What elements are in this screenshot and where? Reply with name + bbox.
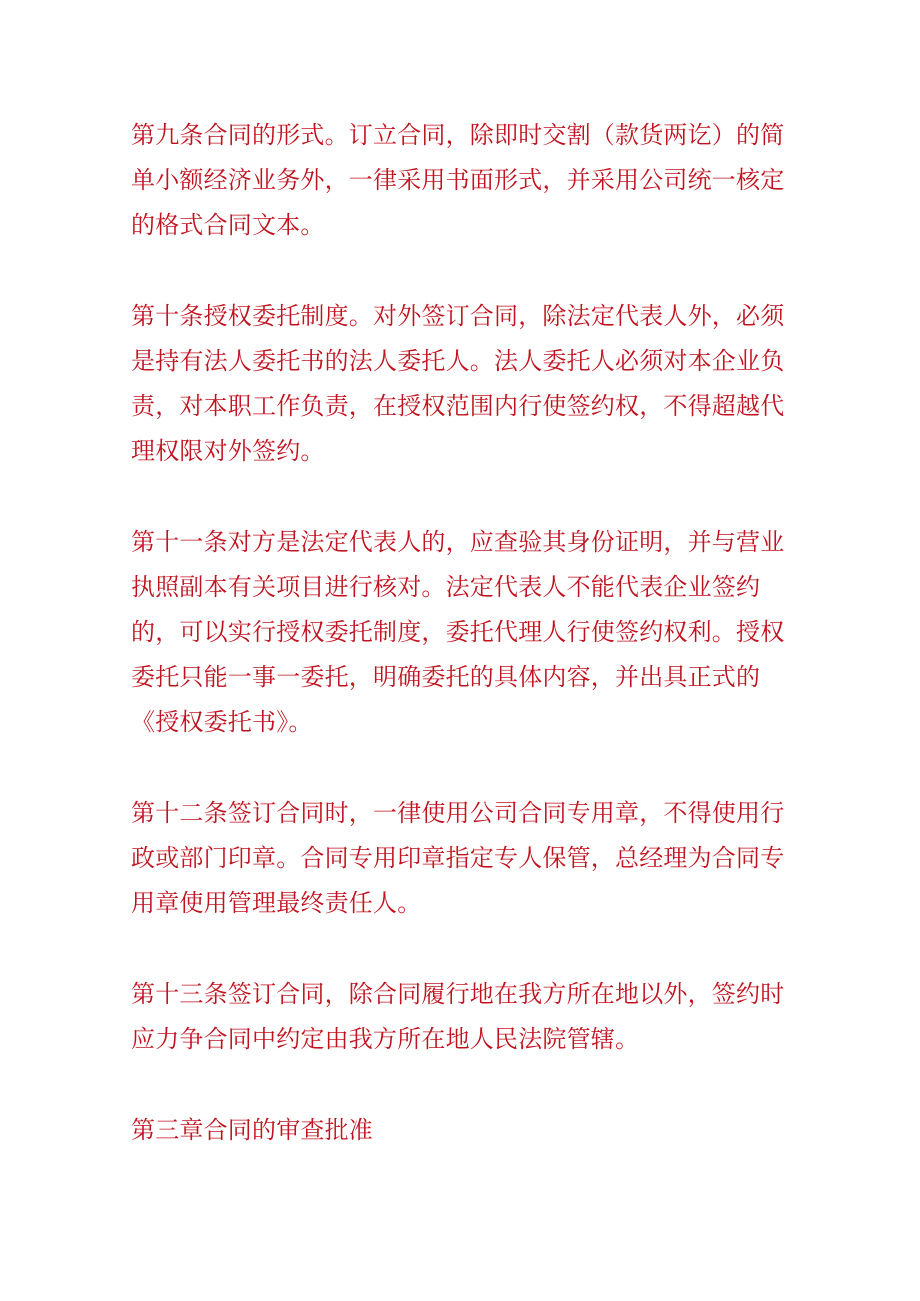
article-10-paragraph: 第十条授权委托制度。对外签订合同，除法定代表人外，必须是持有法人委托书的法人委托人。法人委托人必须对本企业负责，对本职工作负责，在授权范围内行使签约权，不得超越代理权限对外签约。 bbox=[131, 302, 785, 465]
document-body bbox=[131, 113, 796, 1153]
article-9-paragraph: 第九条合同的形式。订立合同，除即时交割（款货两讫）的简单小额经济业务外，一律采用书面形式，并采用公司统一核定的格式合同文本。 bbox=[131, 121, 785, 239]
article-13-paragraph: 第十三条签订合同，除合同履行地在我方所在地以外，签约时应力争合同中约定由我方所在地人民法院管辖。 bbox=[131, 980, 785, 1053]
chapter-3-heading: 第三章合同的审查批准 bbox=[131, 1116, 373, 1144]
article-12-paragraph: 第十二条签订合同时，一律使用公司合同专用章，不得使用行政或部门印章。合同专用印章指定专人保管，总经理为合同专用章使用管理最终责任人。 bbox=[131, 799, 785, 917]
article-11-paragraph: 第十一条对方是法定代表人的，应查验其身份证明，并与营业执照副本有关项目进行核对。法定代表人不能代表企业签约的，可以实行授权委托制度，委托代理人行使签约权利。授权委托只能一事一委托，明确委托的具体内容，并出具正式的《授权委托书》。 bbox=[131, 528, 785, 736]
